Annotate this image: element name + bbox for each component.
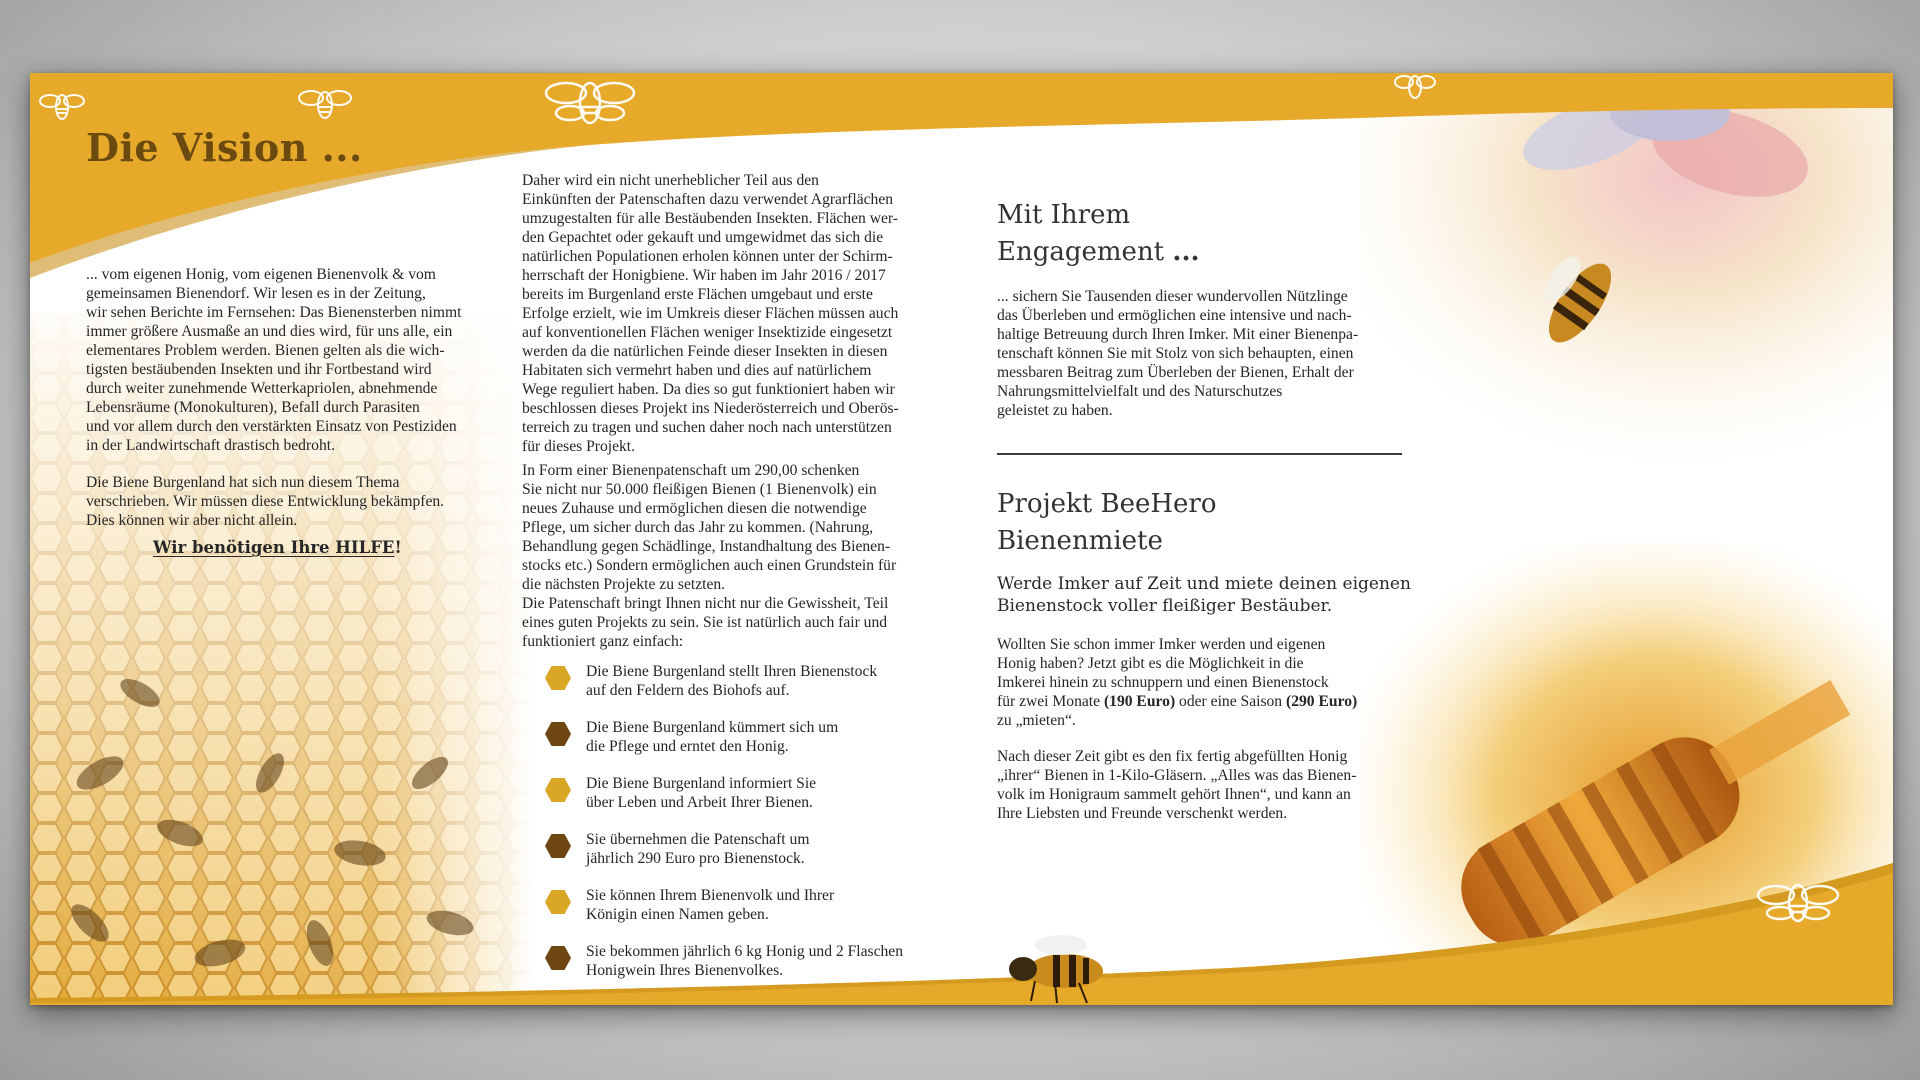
engagement-heading xyxy=(997,197,1417,271)
list-item xyxy=(545,886,965,942)
honey-delivery-paragraph: Nach dieser Zeit gibt es den fix fertig abgefüllten Honig „ihrer“ Bienen in 1-Kilo-Gläsern. „Alles was das Bienen- volk im Honigraum sammelt gehört Ihnen“, und kann an Ihre Liebsten und Freunde verschenkt werden. xyxy=(997,748,1357,822)
hexagon-bullet-icon xyxy=(545,834,571,858)
section-divider xyxy=(997,453,1402,455)
engagement-paragraph: ... sichern Sie Tausenden dieser wundervollen Nützlinge das Überleben und ermöglichen eine intensive und nach- haltige Betreuung durch Ihren Imker. Mit einer Bienenpa- tenschaft können Sie mit Stolz von sich behaupten, einen messbaren Beitrag zum Überleben der Bienen, Erhalt der Nahrungsmittelvielfalt und des Naturschutzes geleistet zu haben. xyxy=(997,288,1359,419)
hexagon-bullet-icon xyxy=(545,666,571,690)
hexagon-bullet-icon xyxy=(545,890,571,914)
list-item-text: Sie können Ihrem Bienenvolk und Ihrer Königin einen Namen geben. xyxy=(586,887,835,923)
beehero-subheading: Werde Imker auf Zeit und miete deinen eigenen Bienenstock voller fleißiger Bestäuber. xyxy=(997,574,1411,616)
help-callout-text: Wir benötigen Ihre HILFE xyxy=(153,538,395,557)
funding-paragraph: Daher wird ein nicht unerheblicher Teil aus den Einkünften der Patenschaften dazu verwendet Agrarflächen umzugestalten für alle Bestäubenden Insekten. Flächen wer- den Gepachtet oder gekauft und umgewidmet das sich die natürlichen Populationen erholen können unter der Schirm- herrschaft der Honigbiene. Wir haben im Jahr 2016 / 2017 bereits im Burgenland erste Flächen umgebaut und erste Erfolge erzielt, wie im Umkreis dieser Flächen müssen auch auf konventionellen Flächen weniger Insektizide eingesetzt werden da die natürlichen Feinde dieser Insekten in diesen Habitaten sich vermehrt haben und dies auf natürlichem Wege reguliert haben. Da dies so gut funktioniert haben wir beschlossen dieses Projekt ins Niederösterreich und Oberös- terreich zu tragen und suchen daher noch nach unterstützen für dieses Projekt. xyxy=(522,172,899,455)
list-item-text: Die Biene Burgenland kümmert sich um die Pflege und erntet den Honig. xyxy=(586,719,839,755)
hexagon-bullet-icon xyxy=(545,778,571,802)
help-callout xyxy=(153,538,402,557)
benefits-list xyxy=(545,662,965,998)
list-item xyxy=(545,942,965,998)
list-item-text: Sie übernehmen die Patenschaft um jährlich 290 Euro pro Bienenstock. xyxy=(586,831,810,867)
brochure-spread xyxy=(30,73,1893,1005)
page-title: Die Vision ... xyxy=(86,125,363,170)
hexagon-bullet-icon xyxy=(545,722,571,746)
list-item xyxy=(545,774,965,830)
price-two-months: (190 Euro) xyxy=(1103,693,1176,710)
hexagon-bullet-icon xyxy=(545,946,571,970)
beehero-heading: Projekt BeeHero Bienenmiete xyxy=(997,489,1217,556)
help-callout-exclamation: ! xyxy=(394,538,402,557)
price-season: (290 Euro) xyxy=(1286,693,1358,710)
list-item xyxy=(545,662,965,718)
sponsorship-paragraph: In Form einer Bienenpatenschaft um 290,00 schenken Sie nicht nur 50.000 fleißigen Bienen (1 Bienenvolk) ein neues Zuhause und ermöglichen diesen die notwendige Pflege, um sicher durch das Jahr zu kommen. (Nahrung, Behandlung gegen Schädlinge, Instandhaltung des Bienen- stocks etc.) Sondern ermöglichen auch einen Grundstein für die nächsten Projekte zu setzten. Die Patenschaft bringt Ihnen nicht nur die Gewissheit, Teil eines guten Projekts zu sein. Sie ist natürlich auch fair und funktioniert ganz einfach: xyxy=(522,462,897,650)
engagement-heading-text: Mit Ihrem Engagement xyxy=(997,200,1165,267)
rental-text-part: zu „mieten“. xyxy=(997,712,1076,729)
vision-mission-paragraph: Die Biene Burgenland hat sich nun diesem Thema verschrieben. Wir müssen diese Entwicklung bekämpfen. Dies können wir aber nicht allein. xyxy=(86,474,445,529)
list-item xyxy=(545,830,965,886)
list-item-text: Sie bekommen jährlich 6 kg Honig und 2 Flaschen Honigwein Ihres Bienenvolkes. xyxy=(586,943,904,979)
rental-paragraph xyxy=(997,635,1417,730)
rental-text-part: Wollten Sie schon immer Imker werden und eigenen Honig haben? Jetzt gibt es die Möglichkeit in die Imkerei hinein zu schnuppern und einen Bienenstock für zwei Monate xyxy=(997,636,1329,710)
vision-intro-paragraph: ... vom eigenen Honig, vom eigenen Bienenvolk & vom gemeinsamen Bienendorf. Wir lesen es in der Zeitung, wir sehen Berichte im Fernsehen: Das Bienensterben nimmt immer größere Ausmaße an und dies wird, für uns alle, ein elementares Problem werden. Bienen gelten als die wich- tigsten bestäubenden Insekten und ihr Fortbestand wird durch weiter zunehmende Wetterkapriolen, abnehmende Lebensräume (Monokulturen), Befall durch Parasiten und vor allem durch den verstärkten Einsatz von Pestiziden in der Landwirtschaft drastisch bedroht. xyxy=(86,266,462,454)
list-item-text: Die Biene Burgenland informiert Sie über Leben und Arbeit Ihrer Bienen. xyxy=(586,775,817,811)
rental-text-part: oder eine Saison xyxy=(1175,693,1287,710)
engagement-heading-dots: ... xyxy=(1172,237,1200,267)
list-item-text: Die Biene Burgenland stellt Ihren Bienenstock auf den Feldern des Biohofs auf. xyxy=(586,663,878,699)
list-item xyxy=(545,718,965,774)
